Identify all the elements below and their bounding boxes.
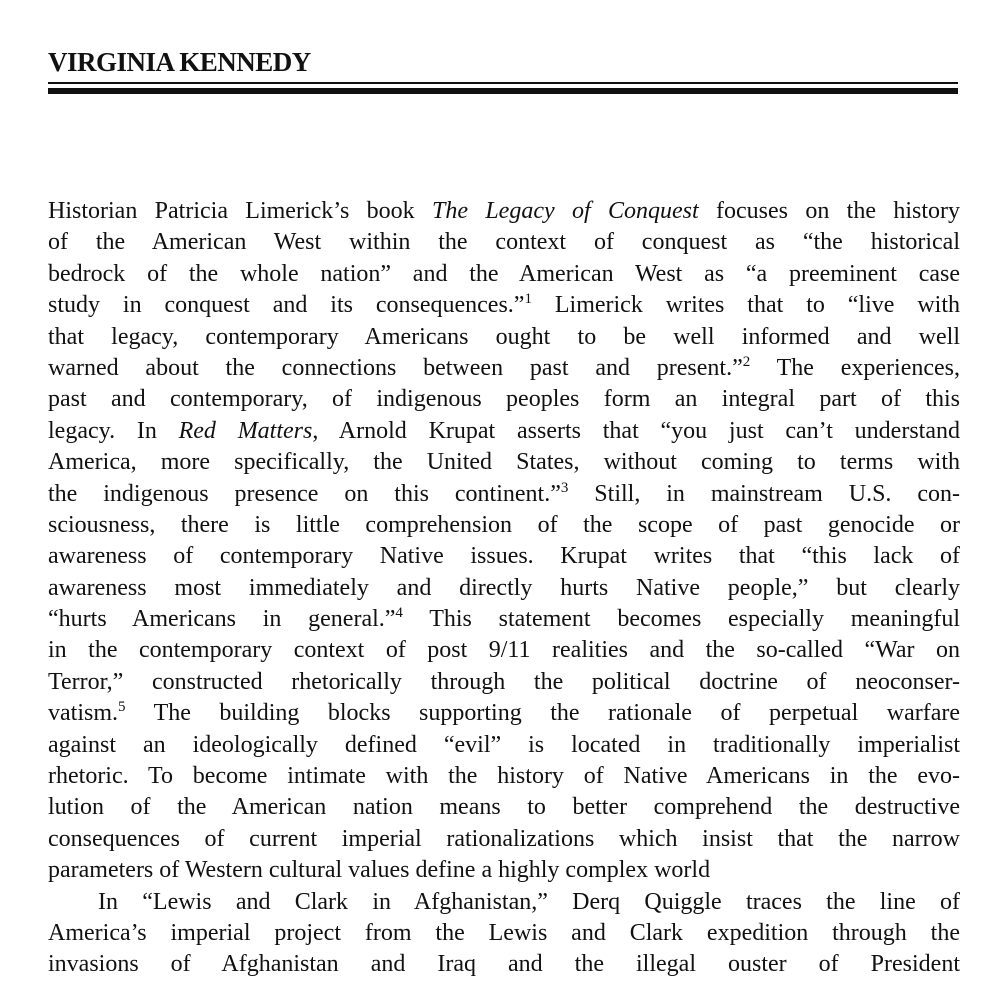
text-run: the indigenous presence on this continent.” <box>48 480 561 507</box>
text-line <box>48 196 960 227</box>
text-line: awareness of contemporary Native issues. Krupat writes that “this lack of <box>48 543 960 570</box>
text-line: In “Lewis and Clark in Afghanistan,” Derq Quiggle traces the line of <box>98 888 960 915</box>
note-marker: 4 <box>395 605 403 622</box>
text-run: The building blocks supporting the rationale of perpetual warfare <box>125 700 960 727</box>
running-head: VIRGINIA KENNEDY <box>48 47 311 77</box>
text-line: past and contemporary, of indigenous peoples form an integral part of this <box>48 386 960 413</box>
text-line: Terror,” constructed rhetorically through the political doctrine of neoconser- <box>48 668 960 695</box>
text-line: in the contemporary context of post 9/11 realities and the so-called “War on <box>48 637 960 664</box>
text-run: Still, in mainstream U.S. con- <box>568 480 960 507</box>
text-line: bedrock of the whole nation” and the American West as “a preeminent case <box>48 260 960 287</box>
text-line <box>48 416 960 447</box>
text-line: parameters of Western cultural values define a highly complex world <box>48 857 711 884</box>
header-rule-thick <box>48 88 958 94</box>
note-marker: 1 <box>524 291 532 308</box>
note-marker: 3 <box>560 479 569 496</box>
note-marker: 5 <box>118 699 126 716</box>
text-line: that legacy, contemporary Americans ought to be well informed and well <box>48 323 960 350</box>
text-run: warned about the connections between past and present.” <box>48 354 743 381</box>
text-run: legacy. In <box>48 417 179 444</box>
text-line: sciousness, there is little comprehension of the scope of past genocide or <box>48 511 960 538</box>
text-line: against an ideologically defined “evil” is located in traditionally imperialist <box>48 731 960 758</box>
text-line: America’s imperial project from the Lewis and Clark expedition through the <box>48 919 960 946</box>
text-run: Limerick writes that to “live with <box>531 292 960 319</box>
text-line: lution of the American nation means to better comprehend the destructive <box>48 794 960 821</box>
body-text <box>48 196 960 981</box>
text-line: America, more specifically, the United States, without coming to terms with <box>48 449 960 476</box>
text-run: “hurts Americans in general.” <box>48 606 396 633</box>
text-run: This statement becomes especially meaningful <box>402 606 960 633</box>
book-title: The Legacy of Conquest <box>431 198 699 224</box>
text-line <box>48 353 960 384</box>
book-title: Red Matters <box>178 417 313 444</box>
text-line <box>48 479 960 510</box>
text-run: study in conquest and its consequences.” <box>48 292 525 319</box>
text-run: , Arnold Krupat asserts that “you just can’t understand <box>312 417 960 444</box>
text-line: awareness most immediately and directly hurts Native people,” but clearly <box>48 574 960 601</box>
paragraph-2 <box>48 887 960 981</box>
text-line: of the American West within the context of conquest as “the historical <box>48 229 960 256</box>
text-line: consequences of current imperial rationalizations which insist that the narrow <box>48 825 960 852</box>
paragraph-1 <box>48 196 960 887</box>
text-line: invasions of Afghanistan and Iraq and the illegal ouster of President <box>48 951 960 978</box>
text-run: vatism. <box>48 700 118 727</box>
text-run: focuses on the history <box>698 198 960 224</box>
note-marker: 2 <box>742 353 751 370</box>
text-line: rhetoric. To become intimate with the history of Native Americans in the evo- <box>48 763 960 790</box>
text-line <box>48 604 960 635</box>
text-run: Historian Patricia Limerick’s book <box>48 198 432 224</box>
text-line <box>48 290 960 321</box>
text-line <box>48 698 960 729</box>
header-rule-thin <box>48 82 958 84</box>
text-run: The experiences, <box>750 354 960 381</box>
